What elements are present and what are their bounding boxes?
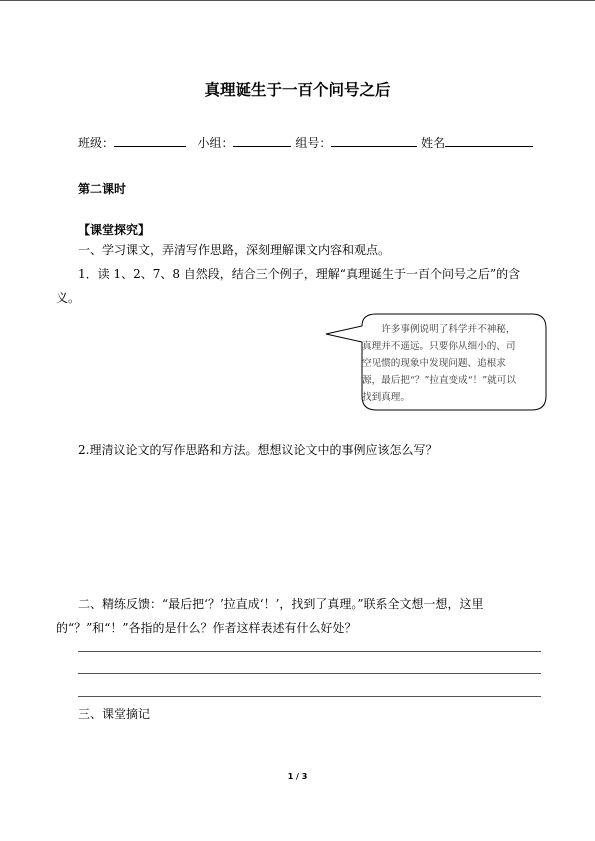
header-rule (0, 0, 595, 1)
answer-line[interactable] (78, 696, 541, 697)
group-number-field[interactable] (331, 135, 417, 147)
group-number-label: 组号： (295, 136, 332, 150)
group-field[interactable] (233, 135, 291, 147)
section-heading-explore: 【课堂探究】 (78, 223, 151, 237)
question-1-2: 2.理清议论文的写作思路和方法。想想议论文中的事例应该怎么写？ (78, 443, 438, 457)
lesson-label: 第二课时 (78, 182, 127, 196)
page-title: 真理诞生于一百个问号之后 (204, 81, 391, 99)
student-info-line (78, 134, 533, 151)
class-label: 班级： (78, 136, 115, 150)
speech-bubble (322, 312, 548, 414)
class-field[interactable] (114, 135, 186, 147)
name-field[interactable] (445, 135, 533, 147)
group-label: 小组： (197, 136, 234, 150)
page-number: 1 / 3 (287, 772, 308, 781)
speech-bubble-text: 许多事例说明了科学并不神秘，真理并不遥远。只要你从细小的、司空见惯的现象中发现问题、追根求源，最后把“？”拉直变成“！”就可以找到真理。 (362, 324, 516, 403)
question-1: 一、学习课文，弄清写作思路，深刻理解课文内容和观点。 (78, 243, 391, 257)
question-3: 三、课堂摘记 (78, 707, 151, 721)
answer-line[interactable] (78, 651, 541, 652)
question-1-1: 1．读 1、2、7、8 自然段，结合三个例子，理解“真理诞生于一百个问号之后”的含义。 (56, 267, 521, 305)
question-2: 二、精练反馈：“最后把‘？’拉直成‘！’，找到了真理。”联系全文想一想，这里的“？”和“！”各指的是什么？作者这样表述有什么好处？ (56, 597, 484, 635)
name-label: 姓名 (421, 136, 446, 150)
answer-line[interactable] (78, 673, 541, 674)
